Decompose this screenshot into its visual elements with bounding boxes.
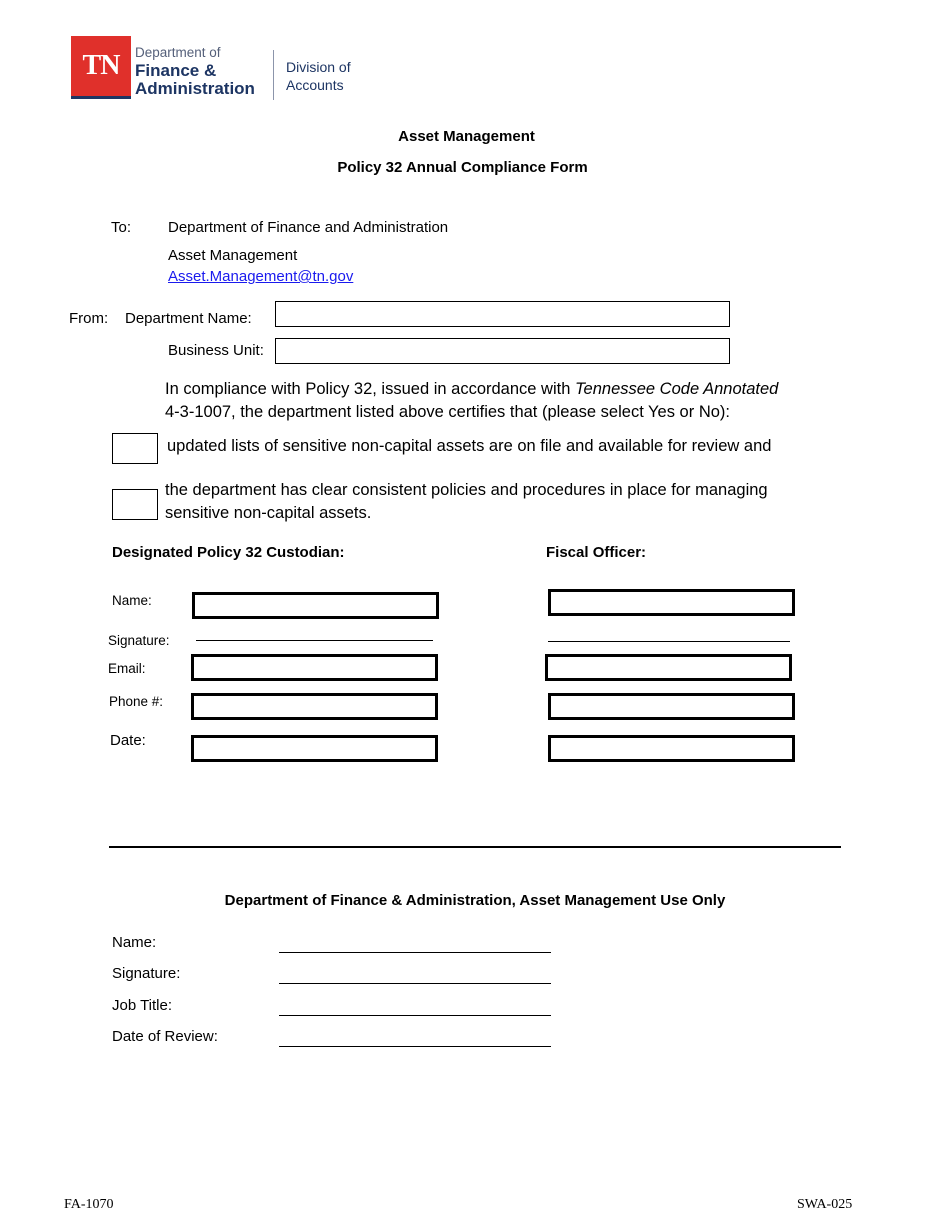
to-line2: Asset Management <box>168 247 298 264</box>
form-code-left: FA-1070 <box>64 1197 114 1212</box>
department-name-label: Department Name: <box>125 310 252 327</box>
fiscal-officer-heading: Fiscal Officer: <box>546 544 647 561</box>
business-unit-label: Business Unit: <box>168 342 264 359</box>
admin-name-label: Name: <box>112 934 157 951</box>
custodian-name-input[interactable] <box>192 592 439 619</box>
fiscal-officer-date-input[interactable] <box>548 735 795 762</box>
admin-signature-line[interactable] <box>279 983 551 984</box>
policies-in-place-checkbox[interactable] <box>112 489 158 520</box>
admin-job-title-label: Job Title: <box>112 997 173 1014</box>
custodian-date-input[interactable] <box>191 735 438 762</box>
admin-date-of-review-label: Date of Review: <box>112 1028 218 1045</box>
tn-logo <box>71 36 261 102</box>
page-title: Asset Management <box>398 128 535 145</box>
department-name-input[interactable] <box>275 301 730 327</box>
admin-name-line[interactable] <box>279 952 551 953</box>
to-line1: Department of Finance and Administration <box>168 219 449 236</box>
custodian-signature-line[interactable] <box>196 640 433 641</box>
from-label: From: <box>69 310 109 327</box>
custodian-email-input[interactable] <box>191 654 438 681</box>
to-label: To: <box>111 219 132 236</box>
admin-signature-label: Signature: <box>112 965 181 982</box>
admin-job-title-line[interactable] <box>279 1015 551 1016</box>
fiscal-officer-signature-line[interactable] <box>548 641 790 642</box>
policies-in-place-text: the department has clear consistent policies and procedures in place for managing sensitive non-capital assets. <box>165 481 768 522</box>
custodian-email-label: Email: <box>108 661 146 676</box>
assets-on-file-checkbox[interactable] <box>112 433 158 464</box>
section-divider <box>109 846 841 848</box>
logo-divider <box>273 50 274 100</box>
business-unit-input[interactable] <box>275 338 730 364</box>
division-text: Division of Accounts <box>286 59 351 93</box>
tn-logo-mark: TN <box>71 36 131 96</box>
admin-date-of-review-line[interactable] <box>279 1046 551 1047</box>
admin-use-heading: Department of Finance & Administration, Asset Management Use Only <box>224 892 726 909</box>
page-subtitle: Policy 32 Annual Compliance Form <box>337 159 588 176</box>
form-code-right: SWA-025 <box>797 1197 853 1212</box>
fiscal-officer-name-input[interactable] <box>548 589 795 616</box>
assets-on-file-text: updated lists of sensitive non-capital assets are on file and available for review and <box>167 437 772 455</box>
compliance-intro: In compliance with Policy 32, issued in accordance with Tennessee Code Annotated 4-3-1007, the department listed above certifies that (please select Yes or No): <box>165 380 779 421</box>
asset-management-email-link[interactable]: Asset.Management@tn.gov <box>168 268 354 285</box>
custodian-date-label: Date: <box>110 732 146 749</box>
custodian-phone-label: Phone #: <box>109 694 164 709</box>
custodian-signature-label: Signature: <box>108 633 170 648</box>
custodian-name-label: Name: <box>112 593 152 608</box>
custodian-heading: Designated Policy 32 Custodian: <box>112 544 345 561</box>
logo-dept-text: Department of Finance & Administration <box>135 45 255 98</box>
custodian-phone-input[interactable] <box>191 693 438 720</box>
fiscal-officer-email-input[interactable] <box>545 654 792 681</box>
fiscal-officer-phone-input[interactable] <box>548 693 795 720</box>
